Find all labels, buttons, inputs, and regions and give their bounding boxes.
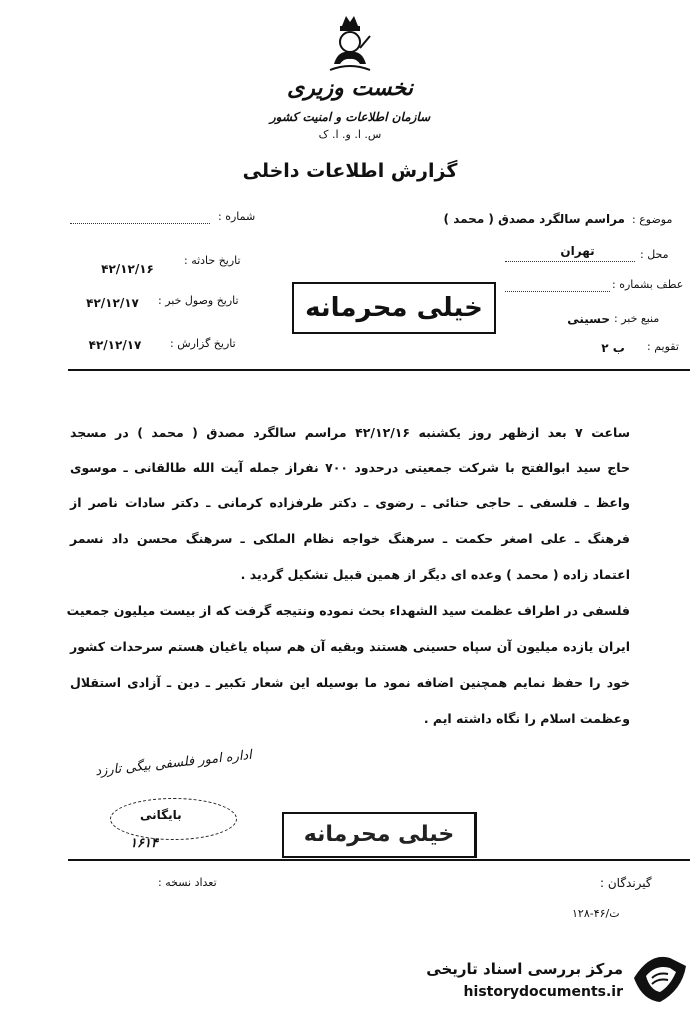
place-dots (505, 260, 635, 262)
body-line-7: ایران یازده میلیون آن سپاه حسینی هستند وبقیه آن هم سپاه یاغیان هستم سرحدات کشور (70, 639, 630, 654)
grade-value: ب ۲ (601, 341, 625, 355)
watermark-url: historydocuments.ir (463, 984, 623, 1000)
body-line-4: فرهنگ ـ علی اصغر حکمت ـ سرهنگ خواجه نظام الملکی ـ سرهنگ محسن داد نسمر (70, 531, 630, 546)
archive-stamp-text: بایگانی (140, 808, 182, 822)
grade-label: تقویم : (647, 340, 679, 353)
classification-stamp: خیلی محرمانه (292, 282, 496, 334)
lion-and-sun-emblem (320, 12, 380, 76)
classification-stamp-footer: خیلی محرمانه (282, 812, 477, 858)
event-date-value: ۴۲/۱۲/۱۶ (101, 262, 154, 276)
book-logo-icon (630, 950, 690, 1006)
document-number: ۱۲۸-۴۶/ت (572, 907, 620, 920)
received-date-label: تاریخ وصول خبر : (158, 294, 239, 307)
archive-number: ۱۶۱۴ (130, 836, 158, 851)
body-line-3: واعظ ـ فلسفی ـ حاجی حنائی ـ رضوی ـ دکتر طرفزاده کرمانی ـ دکتر سادات ناصر از (70, 495, 630, 510)
report-title: گزارش اطلاعات داخلی (242, 160, 458, 182)
report-date-label: تاریخ گزارش : (170, 337, 236, 350)
ministry-title: نخست وزیری (287, 76, 413, 101)
organization-name: سازمان اطلاعات و امنیت کشور (269, 110, 431, 124)
body-line-1: ساعت ۷ بعد ازظهر روز یکشنبه ۴۲/۱۲/۱۶ مراسم سالگرد مصدق ( محمد ) در مسجد (70, 425, 630, 440)
received-date-value: ۴۲/۱۲/۱۷ (86, 296, 139, 310)
report-date-value: ۴۲/۱۲/۱۷ (88, 338, 142, 352)
body-line-9: وعظمت اسلام را نگاه داشته ایم . (423, 711, 630, 726)
event-date-label: تاریخ حادثه : (184, 254, 241, 267)
number-dots (70, 222, 210, 224)
handwritten-signature: اداره امور فلسفی بیگی تارزد (94, 747, 253, 780)
organization-abbr: س. ا. و. ا. ک (318, 128, 382, 141)
watermark-site-name: مرکز بررسی اسناد تاریخی (426, 960, 623, 978)
reference-label: عطف بشماره : (612, 278, 684, 291)
reference-dots (505, 290, 610, 292)
number-label: شماره : (218, 210, 256, 223)
place-label: محل : (640, 248, 669, 261)
place-value: تهران (560, 244, 595, 258)
source-value: حسینی (567, 312, 610, 326)
footer-divider (68, 859, 690, 861)
body-line-5: اعتماد زاده ( محمد ) وعده ای دیگر از همین قبیل تشکیل گردید . (240, 567, 630, 582)
header-divider (68, 369, 690, 371)
body-line-6: فلسفی در اطراف عظمت سید الشهداء بحث نموده ونتیجه گرفت که از بیست میلیون جمعیت (66, 603, 630, 618)
source-label: منبع خبر : (614, 312, 660, 325)
body-line-8: خود را حفظ نمایم همچنین اضافه نمود ما بوسیله این شعار تکبیر ـ دین ـ آزادی استقلال (70, 675, 630, 690)
subject-value: مراسم سالگرد مصدق ( محمد ) (443, 212, 625, 226)
copies-label: تعداد نسخه : (158, 876, 217, 889)
subject-label: موضوع : (632, 213, 673, 226)
recipients-label: گیرندگان : (600, 876, 652, 890)
body-line-2: حاج سید ابوالفتح با شرکت جمعیتی درحدود ۷۰۰ نفراز جمله آیت الله طالقانی ـ موسوی (70, 460, 630, 475)
